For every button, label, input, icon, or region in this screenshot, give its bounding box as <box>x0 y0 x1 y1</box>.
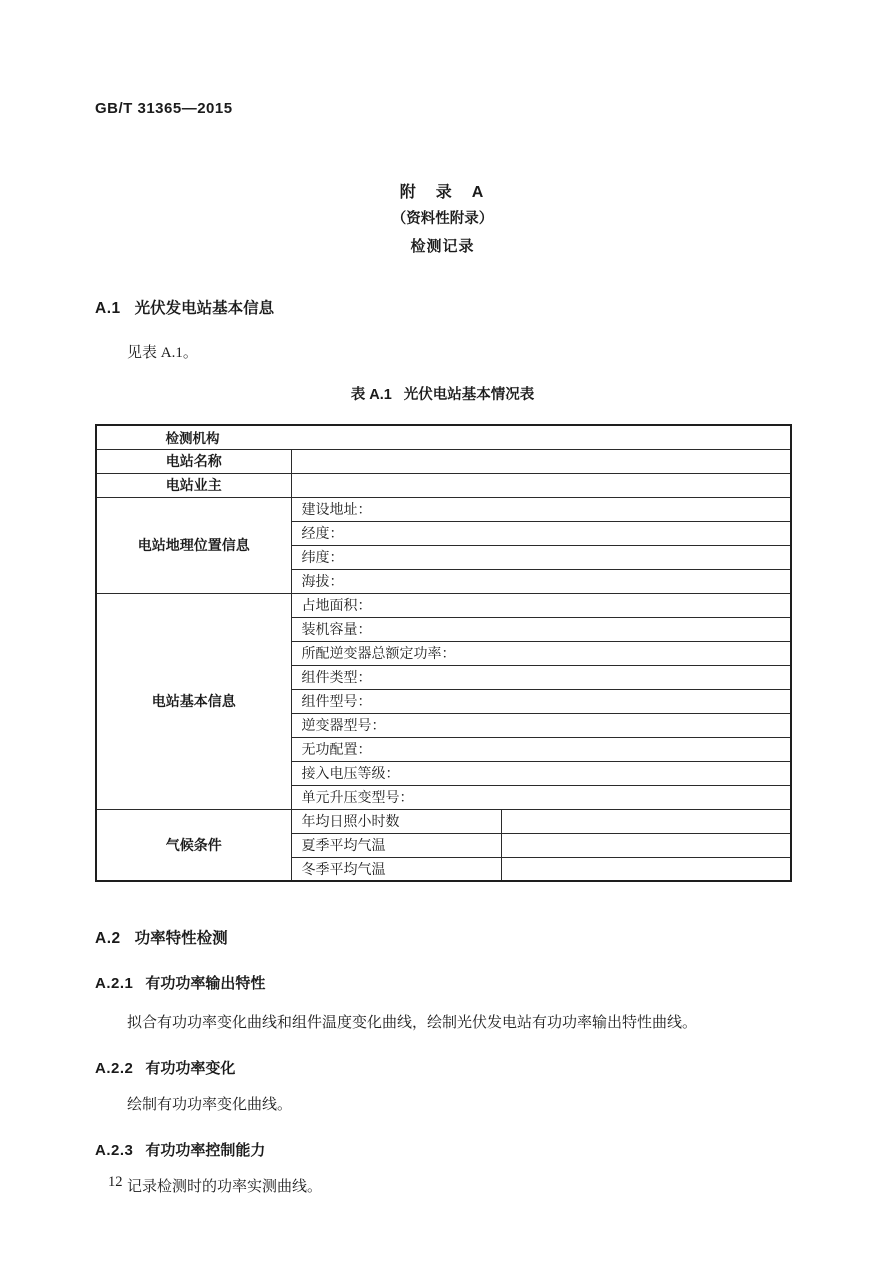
basic-field-transformer-model: 单元升压变型号： <box>291 785 791 809</box>
geo-field-address: 建设地址： <box>291 497 791 521</box>
station-name-label: 电站名称 <box>96 449 291 473</box>
climate-value-summer-temp <box>501 833 791 857</box>
climate-field-summer-temp: 夏季平均气温 <box>291 833 501 857</box>
climate-field-sunshine-hours: 年均日照小时数 <box>291 809 501 833</box>
table-row <box>96 425 791 449</box>
table-row <box>96 809 791 833</box>
section-a23-number: A.2.3 <box>95 1142 134 1159</box>
appendix-title-block <box>95 179 790 260</box>
station-owner-label: 电站业主 <box>96 473 291 497</box>
geo-group-label: 电站地理位置信息 <box>96 497 291 593</box>
section-a1-number: A.1 <box>95 300 121 317</box>
basic-field-module-type: 组件类型： <box>291 665 791 689</box>
appendix-heading: 检测记录 <box>410 238 475 255</box>
section-a1-paragraph: 见表 A.1。 <box>127 345 198 361</box>
page-number: 12 <box>108 1174 123 1190</box>
table-caption-number: 表 A.1 <box>350 387 392 403</box>
basic-field-capacity: 装机容量： <box>291 617 791 641</box>
geo-field-altitude: 海拔： <box>291 569 791 593</box>
section-a23-heading <box>95 1139 790 1160</box>
section-a22-number: A.2.2 <box>95 1060 134 1077</box>
cell-inspection-agency <box>96 425 791 449</box>
basic-field-area: 占地面积： <box>291 593 791 617</box>
basic-field-voltage-level: 接入电压等级： <box>291 761 791 785</box>
climate-group-label: 气候条件 <box>96 809 291 881</box>
section-a1-heading <box>95 296 790 318</box>
table-row <box>96 473 791 497</box>
table-row <box>96 593 791 617</box>
basic-field-inverter-model: 逆变器型号： <box>291 713 791 737</box>
basic-field-module-model: 组件型号： <box>291 689 791 713</box>
appendix-title: 附 录 A <box>399 184 486 201</box>
section-a21-number: A.2.1 <box>95 975 134 992</box>
station-owner-value <box>291 473 791 497</box>
section-a2-number: A.2 <box>95 930 121 947</box>
climate-value-winter-temp <box>501 857 791 881</box>
section-a21-paragraph: 拟合有功功率变化曲线和组件温度变化曲线，绘制光伏发电站有功功率输出特性曲线。 <box>127 1015 698 1031</box>
section-a22-paragraph: 绘制有功功率变化曲线。 <box>127 1097 293 1113</box>
appendix-subtitle: （资料性附录） <box>391 211 494 227</box>
basic-field-inverter-power: 所配逆变器总额定功率： <box>291 641 791 665</box>
station-name-value <box>291 449 791 473</box>
section-a23-paragraph: 记录检测时的功率实测曲线。 <box>127 1179 323 1195</box>
table-a1 <box>95 424 792 882</box>
geo-field-latitude: 纬度： <box>291 545 791 569</box>
table-row <box>96 449 791 473</box>
section-a22-heading <box>95 1057 790 1078</box>
table-row <box>96 497 791 521</box>
climate-value-sunshine-hours <box>501 809 791 833</box>
section-a2-heading <box>95 926 790 948</box>
section-a2-title: 功率特性检测 <box>134 930 228 947</box>
basic-field-reactive-config: 无功配置： <box>291 737 791 761</box>
inspection-agency-label: 检测机构 <box>165 430 220 446</box>
section-a1-title: 光伏发电站基本信息 <box>134 300 275 317</box>
standard-number: GB/T 31365—2015 <box>95 100 233 117</box>
table-caption <box>95 383 790 404</box>
section-a21-title: 有功功率输出特性 <box>145 975 266 992</box>
geo-field-longitude: 经度： <box>291 521 791 545</box>
section-a22-title: 有功功率变化 <box>145 1060 236 1077</box>
table-caption-title: 光伏电站基本情况表 <box>403 387 535 403</box>
section-a21-heading <box>95 972 790 993</box>
climate-field-winter-temp: 冬季平均气温 <box>291 857 501 881</box>
section-a23-title: 有功功率控制能力 <box>145 1142 266 1159</box>
basic-group-label: 电站基本信息 <box>96 593 291 809</box>
